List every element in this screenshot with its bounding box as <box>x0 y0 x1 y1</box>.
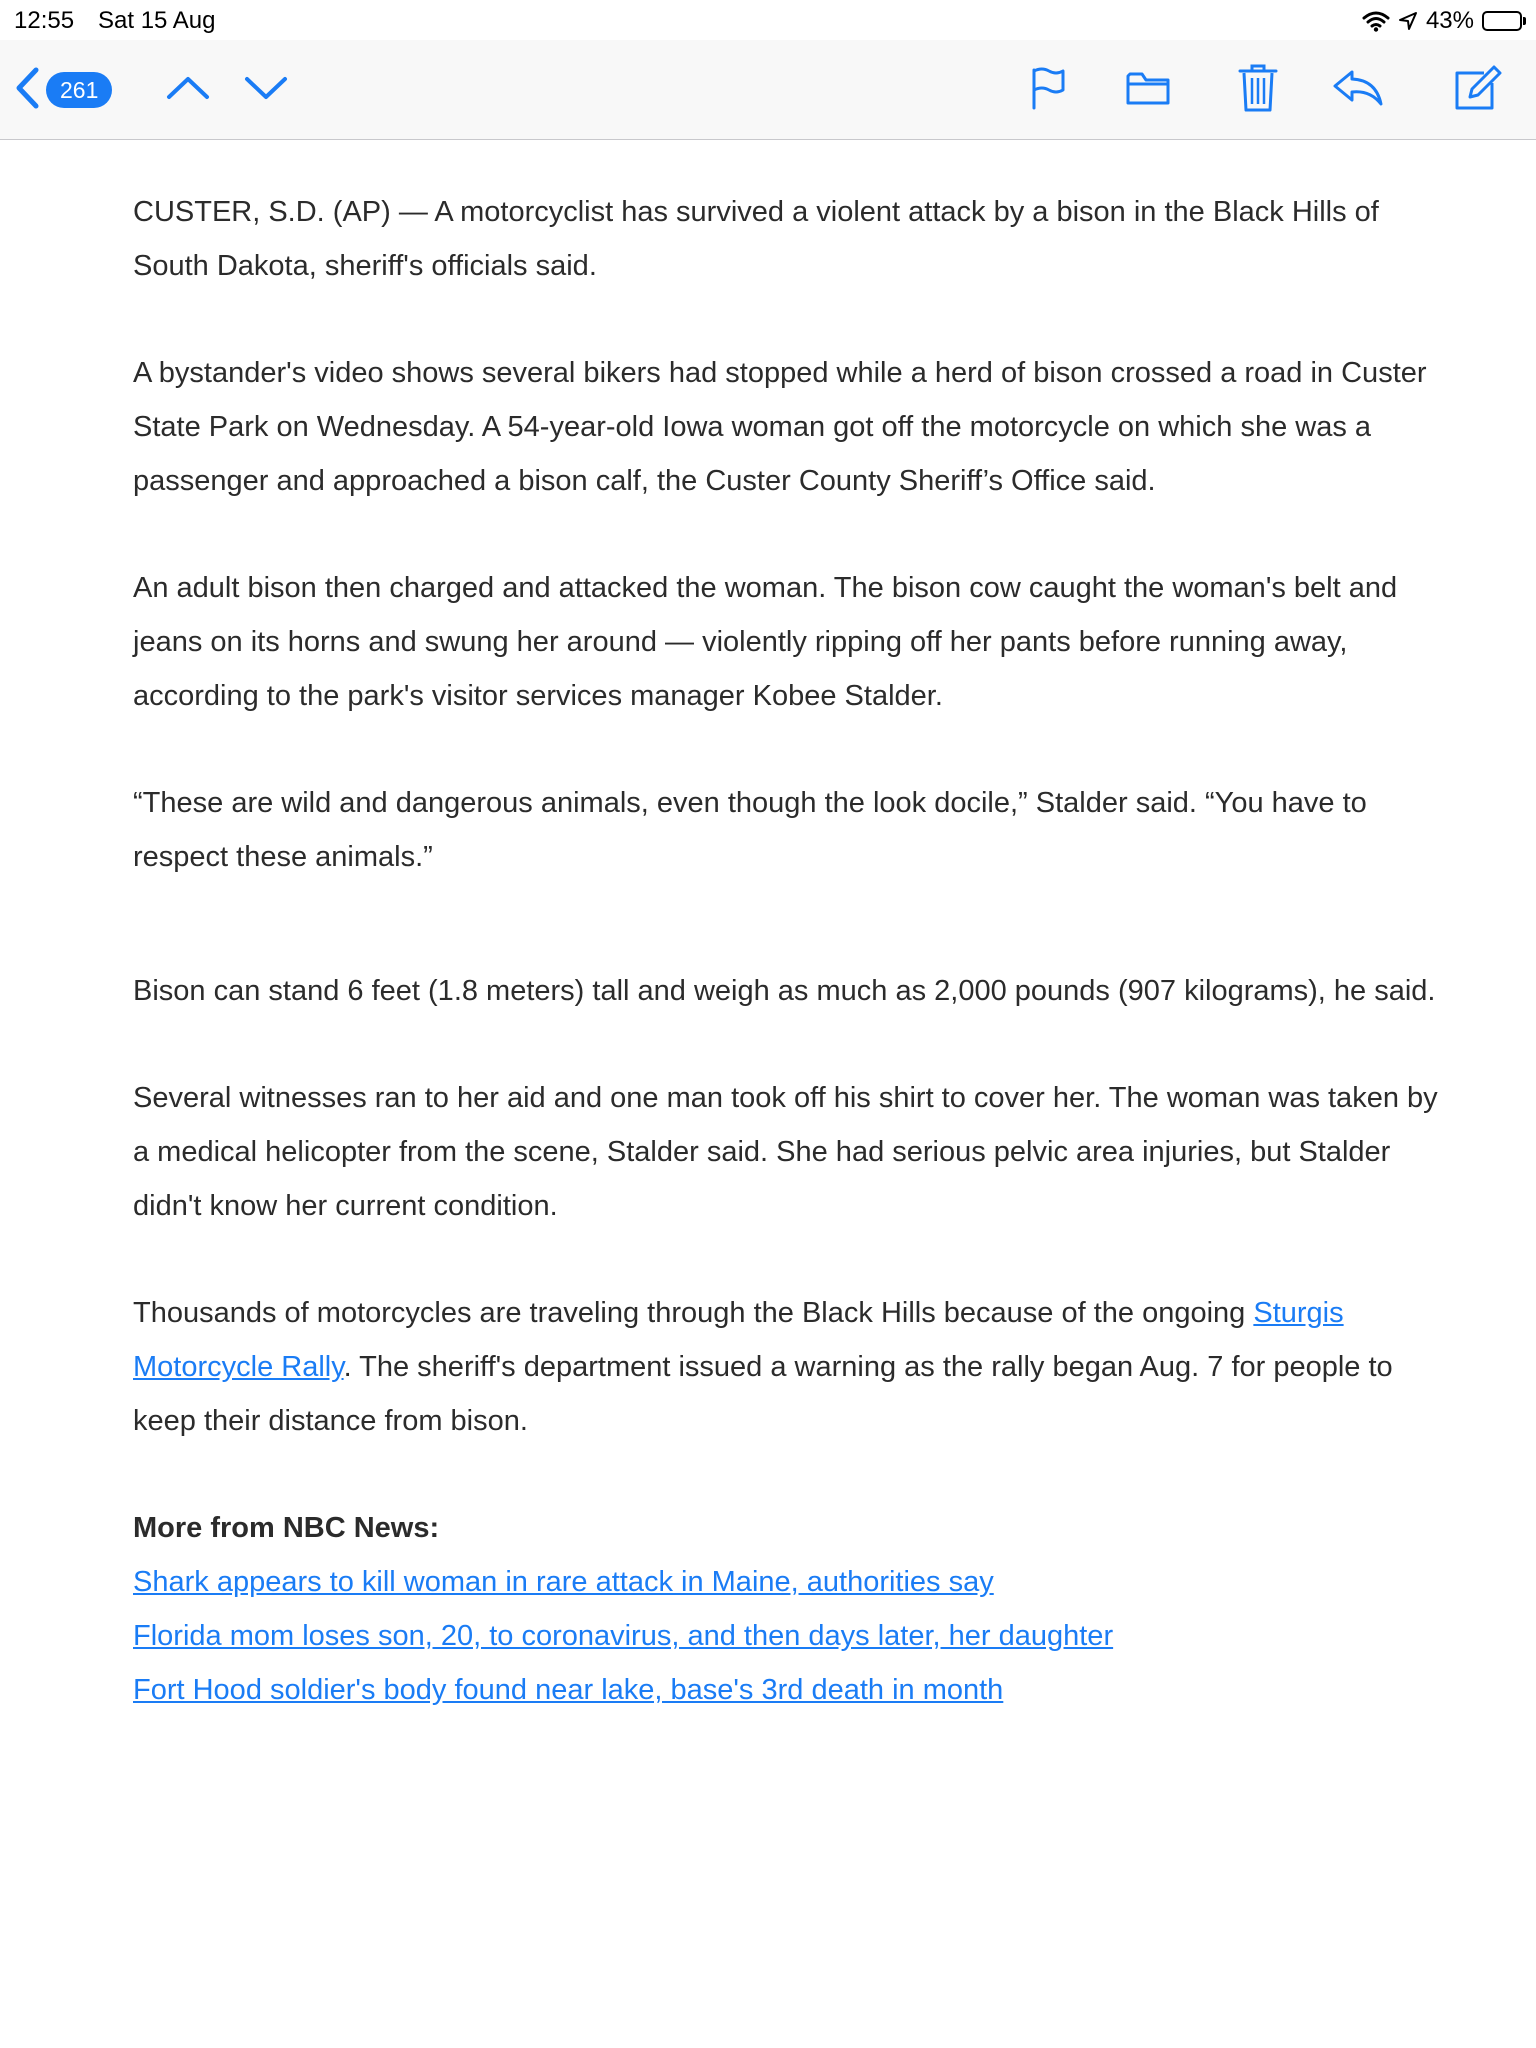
rally-text-before: Thousands of motorcycles are traveling through the Black Hills because of the ongoing <box>133 1297 1254 1329</box>
article-paragraph: Several witnesses ran to her aid and one man took off his shirt to cover her. The woman was taken by a medical helicopter from the scene, Stalder said. She had serious pelvic area injuries, but Stalder didn't know her current condition. <box>133 1082 1438 1222</box>
article-paragraph: CUSTER, S.D. (AP) — A motorcyclist has survived a violent attack by a bison in the Black Hills of South Dakota, sheriff's officials said. <box>133 196 1379 282</box>
trash-button[interactable] <box>1230 40 1286 140</box>
rally-text-after: . The sheriff's department issued a warning as the rally began Aug. 7 for people to keep their distance from bison. <box>133 1351 1393 1437</box>
reply-arrow-icon <box>1332 68 1384 113</box>
compose-icon <box>1454 65 1502 116</box>
unread-count-badge: 261 <box>46 72 112 108</box>
rally-paragraph <box>133 1286 1443 1448</box>
more-links-list <box>133 1555 1443 1717</box>
article-paragraph: A bystander's video shows several bikers had stopped while a herd of bison crossed a road in Custer State Park on Wednesday. A 54-year-old Iowa woman got off the motorcycle on which she was a passenger and approached a bison calf, the Custer County Sheriff’s Office said. <box>133 357 1427 497</box>
wifi-icon <box>1362 10 1390 32</box>
reply-button[interactable] <box>1330 40 1386 140</box>
mail-toolbar <box>0 40 1536 140</box>
message-body <box>133 185 1443 1717</box>
sturgis-rally-link[interactable]: Sturgis Motorcycle Rally <box>133 1297 1344 1383</box>
move-to-folder-button[interactable] <box>1120 40 1176 140</box>
next-message-button[interactable] <box>238 40 294 140</box>
more-from-heading: More from NBC News: <box>133 1512 440 1544</box>
location-arrow-icon <box>1398 11 1418 31</box>
previous-message-button[interactable] <box>160 40 216 140</box>
battery-percent: 43% <box>1425 7 1474 34</box>
back-button[interactable] <box>14 40 134 140</box>
article-paragraph: An adult bison then charged and attacked the woman. The bison cow caught the woman's belt and jeans on its horns and swung her around — violently ripping off her pants before running away, according to the park's visitor services manager Kobee Stalder. <box>133 572 1398 712</box>
status-time: 12:55 <box>14 7 75 34</box>
flag-icon <box>1030 66 1066 115</box>
related-link[interactable]: Shark appears to kill woman in rare attack in Maine, authorities say <box>133 1566 994 1598</box>
folder-icon <box>1126 70 1170 111</box>
chevron-up-icon <box>166 75 210 106</box>
article-paragraph: Bison can stand 6 feet (1.8 meters) tall and weigh as much as 2,000 pounds (907 kilograms), he said. <box>133 975 1436 1007</box>
status-indicators <box>1362 7 1526 35</box>
battery-icon <box>1482 11 1526 31</box>
chevron-down-icon <box>244 75 288 106</box>
related-link[interactable]: Florida mom loses son, 20, to coronavirus, and then days later, her daughter <box>133 1620 1114 1652</box>
flag-button[interactable] <box>1020 40 1076 140</box>
trash-icon <box>1238 63 1278 118</box>
status-date: Sat 15 Aug <box>98 7 216 34</box>
related-link[interactable]: Fort Hood soldier's body found near lake, base's 3rd death in month <box>133 1674 1004 1706</box>
article-paragraph: “These are wild and dangerous animals, even though the look docile,” Stalder said. “You have to respect these animals.” <box>133 787 1367 873</box>
chevron-left-icon <box>14 66 40 115</box>
compose-button[interactable] <box>1450 40 1506 140</box>
status-bar <box>0 0 1536 40</box>
